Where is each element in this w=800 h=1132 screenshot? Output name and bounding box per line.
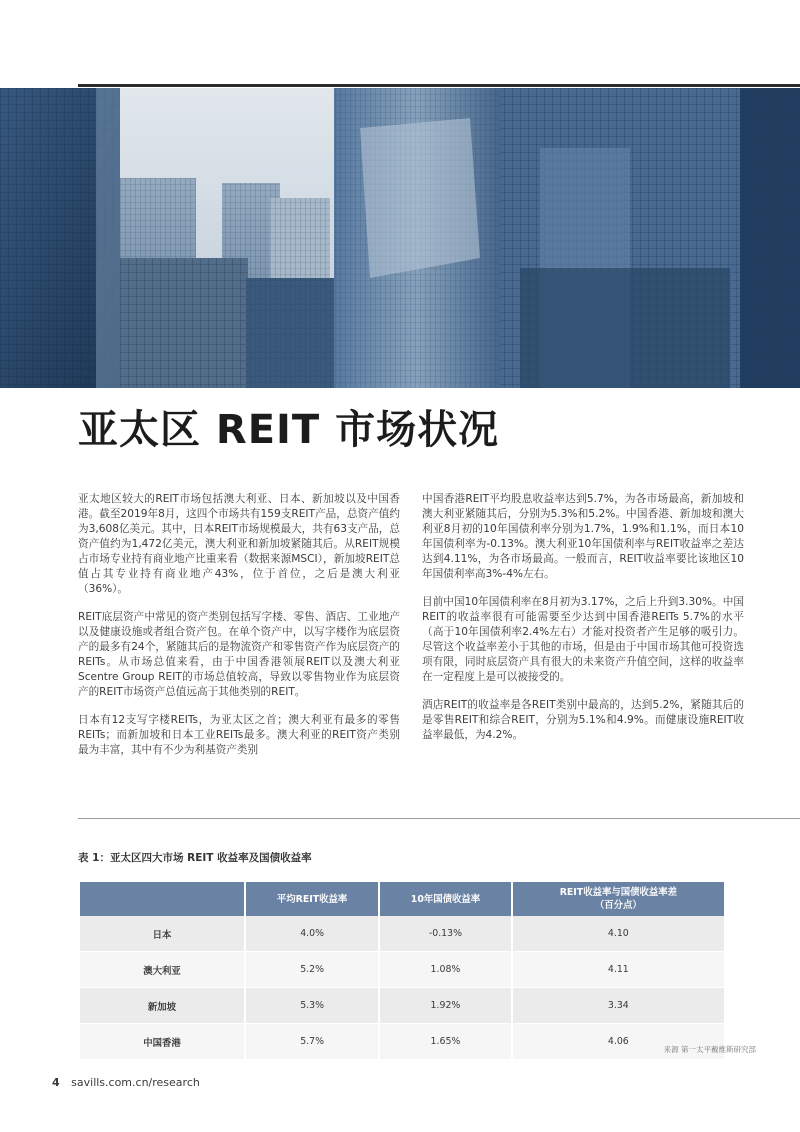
table-header-bond-yield: 10年国债收益率 — [380, 882, 510, 916]
hero-image-city-skyline — [0, 88, 800, 388]
table-cell-reit-yield: 5.3% — [246, 988, 378, 1024]
table-row-market: 澳大利亚 — [80, 952, 244, 988]
footer-url-link[interactable]: savills.com.cn/research — [71, 1076, 200, 1089]
table-header-spread-line1: REIT收益率与国债收益率差 — [559, 887, 677, 898]
page-number: 4 — [52, 1076, 60, 1089]
table-cell-reit-yield: 5.2% — [246, 952, 378, 988]
table-header-spread — [513, 882, 724, 916]
table-cell-reit-yield: 4.0% — [246, 916, 378, 952]
paragraph: 亚太地区较大的REIT市场包括澳大利亚、日本、新加坡以及中国香港。截至2019年8月，这四个市场共有159支REIT产品，总资产值约为3,608亿美元。其中，日本REIT市场规模最大，共有63支产品，总资产值约为1,472亿美元，澳大利亚和新加坡紧随其后。从REIT规模占市场专业持有商业地产比重来看（数据来源MSCI），新加坡REIT总值占其专业持有商业地产43%，位于首位，之后是澳大利亚（36%）。 — [78, 493, 400, 595]
top-rule — [78, 84, 800, 87]
table-cell-bond-yield: 1.65% — [380, 1024, 510, 1060]
table-cell-spread: 4.11 — [513, 952, 724, 988]
reit-yield-table — [78, 882, 726, 1060]
paragraph: 中国香港REIT平均股息收益率达到5.7%，为各市场最高，新加坡和澳大利亚紧随其后，分别为5.3%和5.2%。中国香港、新加坡和澳大利亚8月初的10年国债利率分别为1.7%，1.9%和1.1%，而日本10年国债利率为-0.13%。澳大利亚10年国债利率与REIT收益率之差达达到4.11%，为各市场最高。一般而言，REIT收益率要比该地区10年国债利率高3%-4%左右。 — [422, 493, 744, 580]
paragraph: 酒店REIT的收益率是各REIT类别中最高的，达到5.2%，紧随其后的是零售REIT和综合REIT，分别为5.1%和4.9%。而健康设施REIT收益率最低，为4.2%。 — [422, 699, 744, 741]
table-source-note: 来源 第一太平戴维斯研究部 — [663, 1045, 756, 1054]
table-divider — [78, 818, 800, 819]
table-row — [80, 988, 724, 1024]
table-row-market: 新加坡 — [80, 988, 244, 1024]
paragraph: REIT底层资产中常见的资产类别包括写字楼、零售、酒店、工业地产以及健康设施或者组合资产包。在单个资产中，以写字楼作为底层资产的最多有24个，紧随其后的是物流资产和零售资产作为底层资产的REITs。从市场总值来看，由于中国香港领展REIT以及澳大利亚Scentre Group REIT的市场总值较高，导致以零售物业作为底层资产的REIT市场资产总值远高于其他类别的REIT。 — [78, 611, 400, 698]
table-cell-spread: 3.34 — [513, 988, 724, 1024]
table-row-market: 中国香港 — [80, 1024, 244, 1060]
table-row-market: 日本 — [80, 916, 244, 952]
paragraph: 目前中国10年国债利率在8月初为3.17%，之后上升到3.30%。中国REIT的收益率很有可能需要至少达到中国香港REITs 5.7%的水平（高于10年国债利率2.4%左右）才能对投资者产生足够的吸引力。尽管这个收益率差小于其他的市场，但是由于中国市场其他可投资选项有限，同时底层资产具有很大的未来资产升值空间，这样的收益率在一定程度上是可以被接受的。 — [422, 596, 744, 683]
table-header-blank — [80, 882, 244, 916]
table-row — [80, 916, 724, 952]
table-caption: 表 1：亚太区四大市场 REIT 收益率及国债收益率 — [78, 852, 312, 864]
table-cell-reit-yield: 5.7% — [246, 1024, 378, 1060]
table-row — [80, 1024, 724, 1060]
left-text-column — [78, 492, 400, 771]
table-header-reit-yield: 平均REIT收益率 — [246, 882, 378, 916]
page-footer — [52, 1076, 200, 1089]
table-cell-spread: 4.06 — [513, 1024, 724, 1060]
table-row — [80, 952, 724, 988]
right-text-column — [422, 492, 744, 756]
page-title: 亚太区 REIT 市场状况 — [78, 407, 500, 453]
table-cell-bond-yield: -0.13% — [380, 916, 510, 952]
table-header-row — [80, 882, 724, 916]
table-cell-bond-yield: 1.92% — [380, 988, 510, 1024]
table-cell-spread: 4.10 — [513, 916, 724, 952]
paragraph: 日本有12支写字楼REITs，为亚太区之首；澳大利亚有最多的零售REITs；而新加坡和日本工业REITs最多。澳大利亚的REIT资产类别最为丰富，其中有不少为利基资产类别 — [78, 714, 400, 756]
table-header-spread-line2: （百分点） — [594, 900, 642, 911]
table-cell-bond-yield: 1.08% — [380, 952, 510, 988]
